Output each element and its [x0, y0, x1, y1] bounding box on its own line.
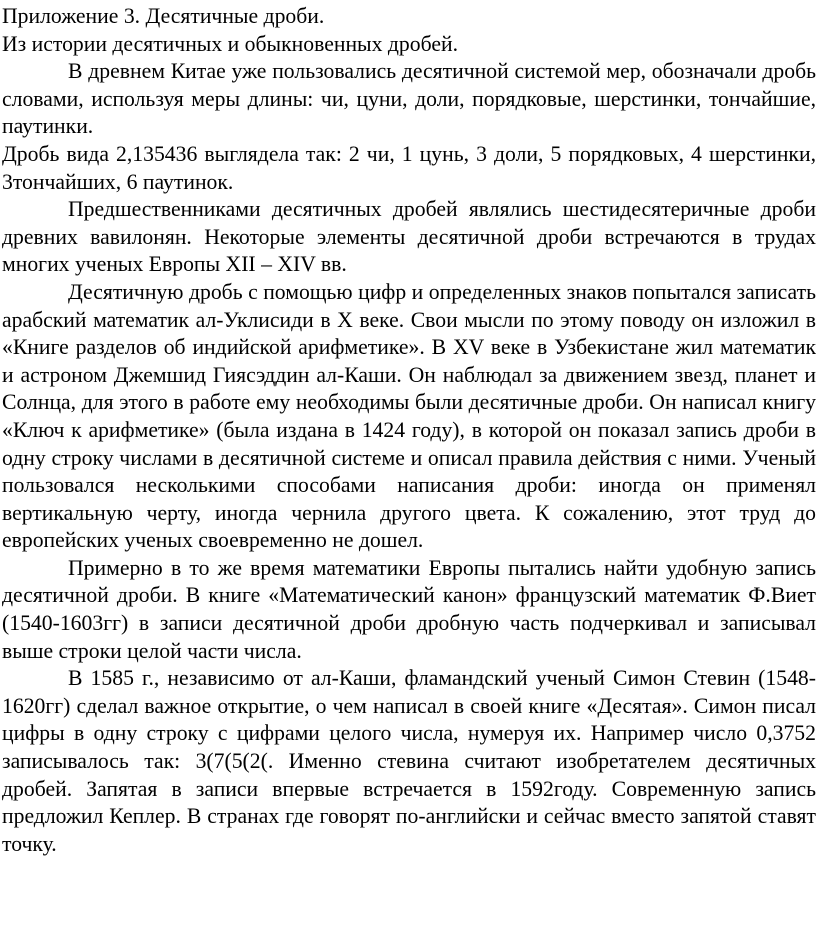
- paragraph-stevin: В 1585 г., независимо от ал-Каши, фламандский ученый Симон Стевин (1548-1620гг) сделал важное открытие, о чем написал в своей книге «Десятая». Симон писал цифры в одну строку с цифрами целого числа, нумеруя их. Например число 0,3752 записывалось так: 3(7(5(2(. Именно стевина считают изобретателем десятичных дробей. Запятая в записи впервые встречается в 1592году. Современную запись предложил Кеплер. В странах где говорят по-английски и сейчас вместо запятой ставят точку.: [2, 666, 816, 856]
- paragraph-viet: Примерно в то же время математики Европы пытались найти удобную запись десятичной дроби. В книге «Математический канон» французский математик Ф.Виет (1540-1603гг) в записи десятичной дроби дробную часть подчеркивал и записывал выше строки целой части числа.: [2, 555, 816, 663]
- document-title: Приложение 3. Десятичные дроби.: [2, 4, 325, 28]
- document-subtitle: Из истории десятичных и обыкновенных дробей.: [2, 31, 459, 56]
- paragraph-al-kashi: Десятичную дробь с помощью цифр и определенных знаков попытался записать арабский математик ал-Уклисиди в Х веке. Свои мысли по этому поводу он изложил в «Книге разделов об индийской арифметике». В XV веке в Узбекистане жил математик и астроном Джемшид Гиясэддин ал-Каши. Он наблюдал за движением звезд, планет и Солнца, для этого в работе ему необходимы были десятичные дроби. Он написал книгу «Ключ к арифметике» (была издана в 1424 году), в которой он показал запись дроби в одну строку числами в десятичной системе и описал правила действия с ними. Ученый пользовался несколькими способами написания дроби: иногда он применял вертикальную черту, иногда чернила другого цвета. К сожалению, этот труд до европейских ученых своевременно не дошел.: [2, 279, 816, 553]
- paragraph-fraction-example: Дробь вида 2,135436 выглядела так: 2 чи, 1 цунь, 3 доли, 5 порядковых, 4 шерстинки, 3тончайших, 6 паутинок.: [2, 141, 816, 194]
- paragraph-ancient-china: В древнем Китае уже пользовались десятичной системой мер, обозначали дробь словами, используя меры длины: чи, цуни, доли, порядковые, шерстинки, тончайшие, паутинки.: [2, 59, 816, 139]
- paragraph-babylon: Предшественниками десятичных дробей являлись шестидесятеричные дроби древних вавилонян. Некоторые элементы десятичной дроби встречаются в трудах многих ученых Европы XII – XIV вв.: [2, 197, 816, 277]
